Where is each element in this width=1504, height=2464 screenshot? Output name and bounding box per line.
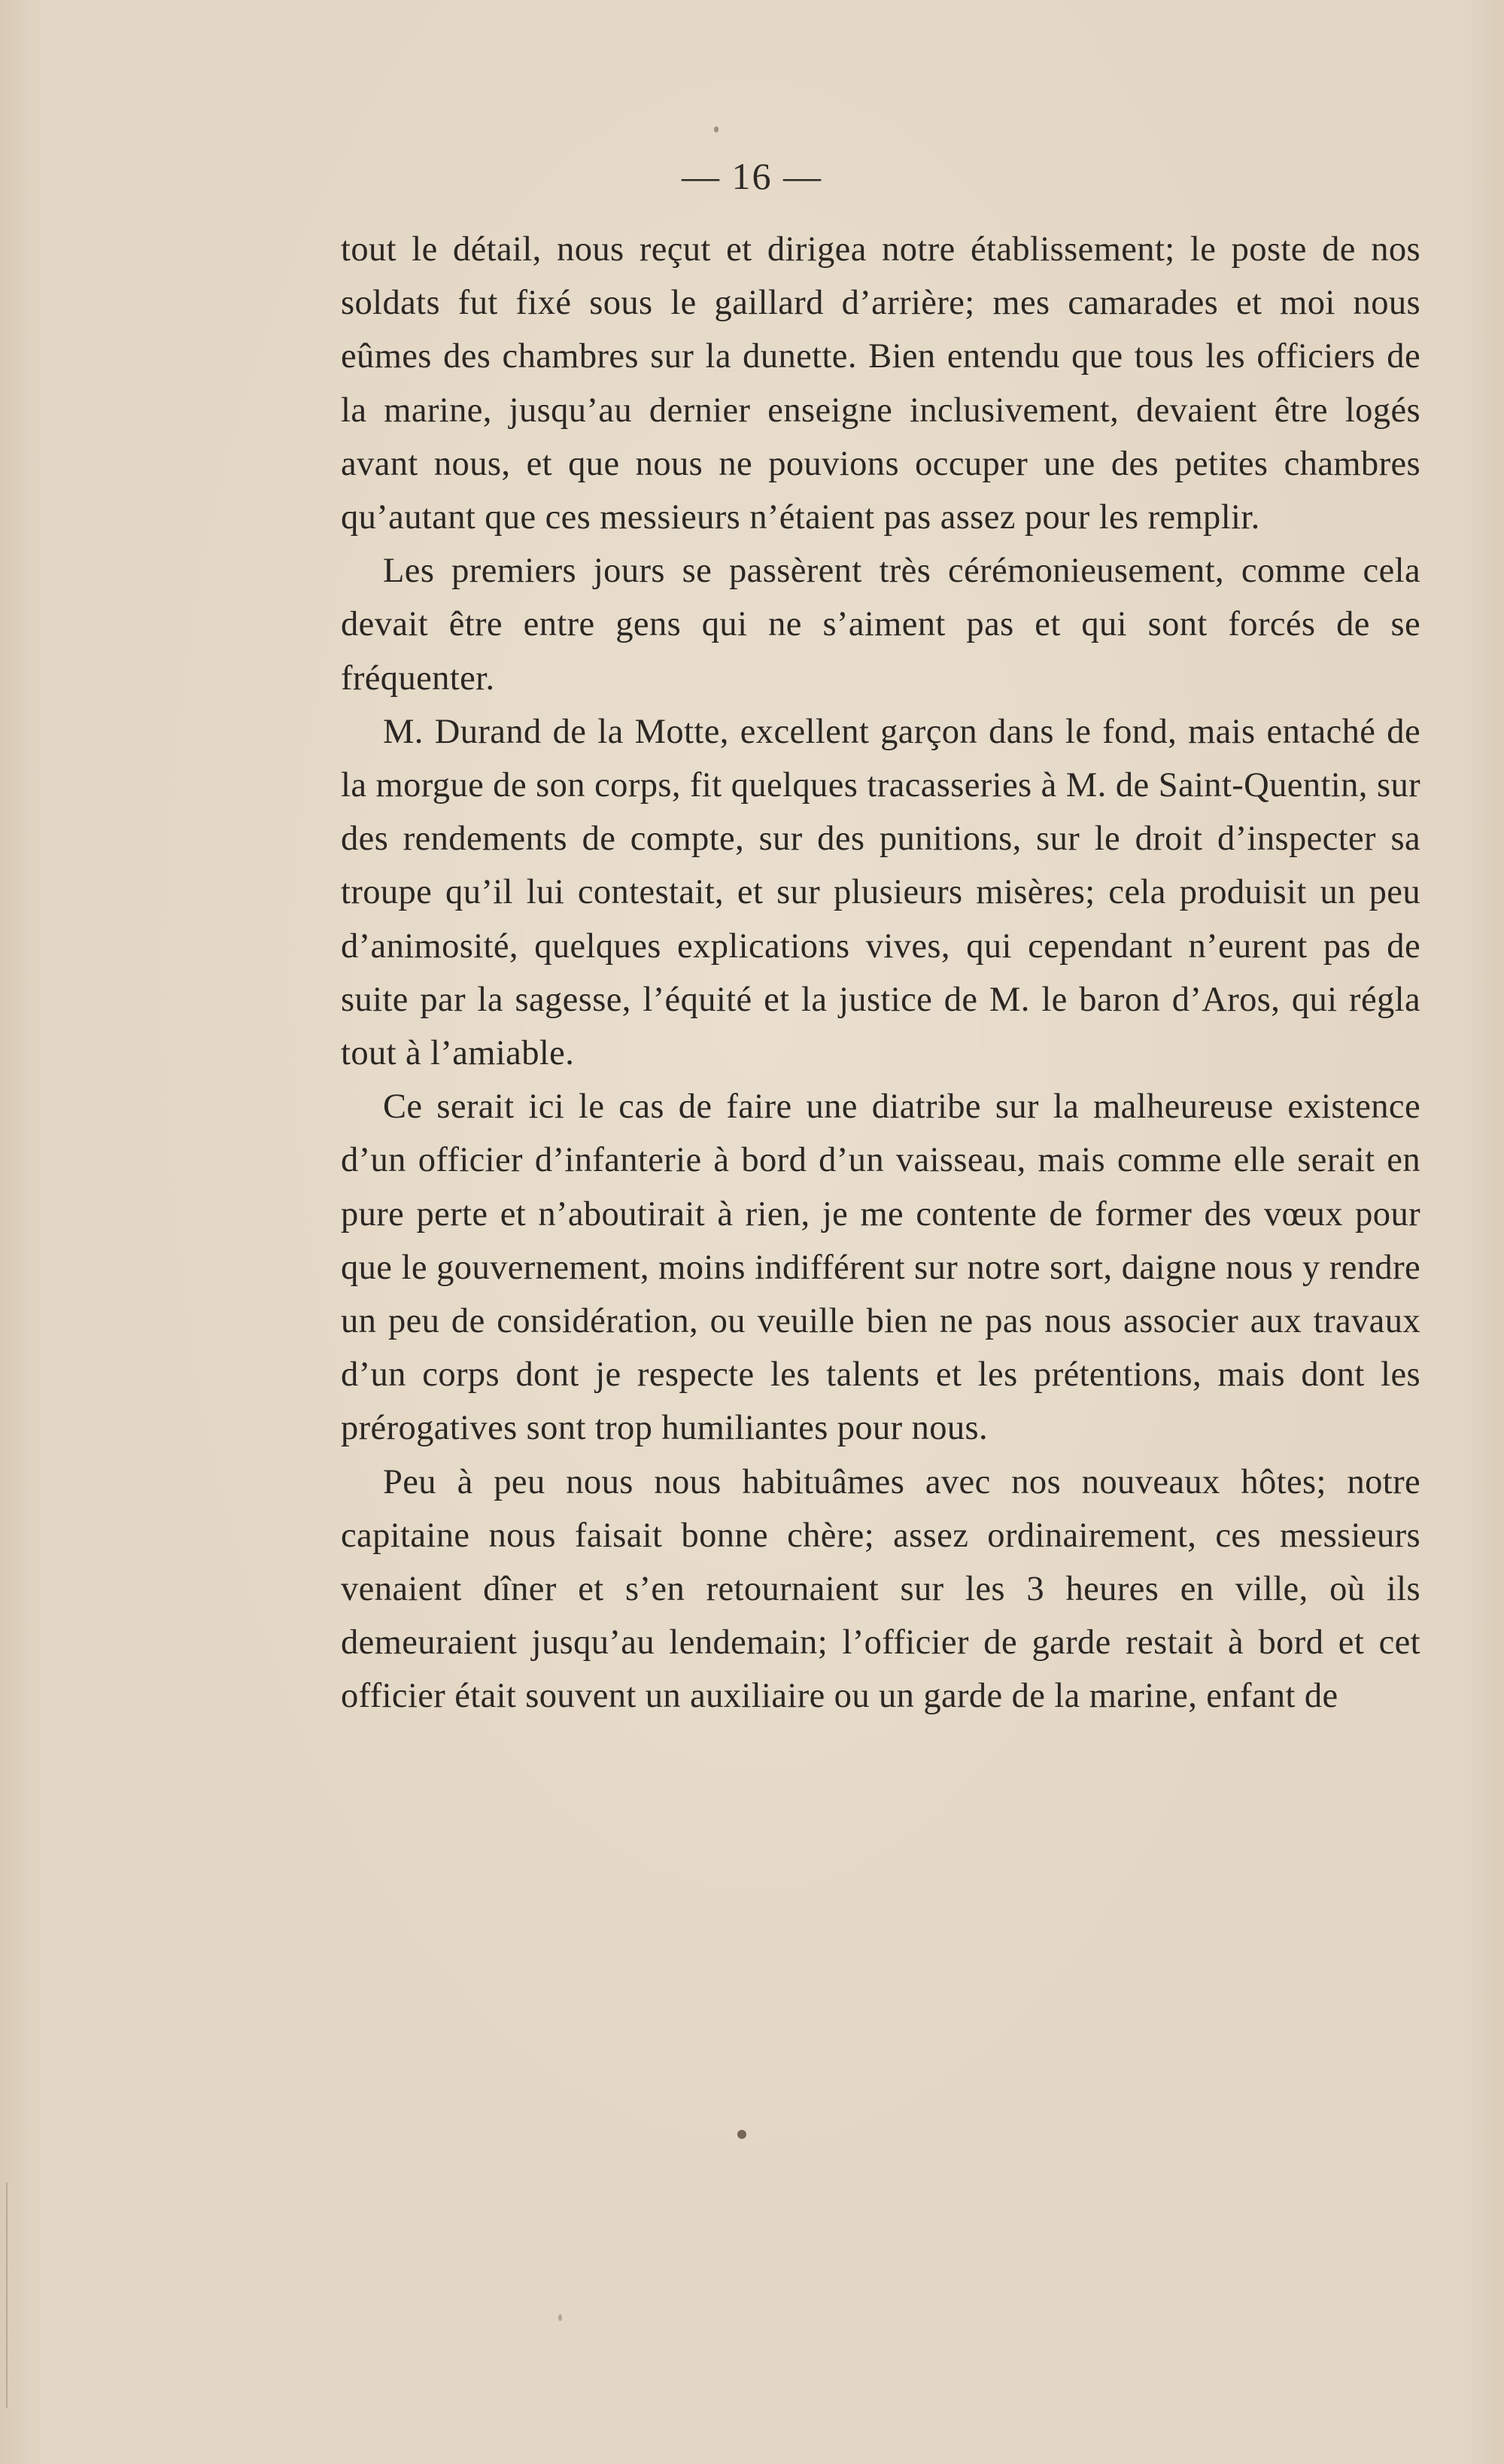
page-number: — 16 —: [682, 155, 822, 197]
print-speck-top: [714, 126, 719, 132]
paper-edge-mark: [6, 2183, 8, 2408]
paragraph-2: Les premiers jours se passèrent très cérémonieusement, comme cela devait être entre gens qui ne s’aiment pas et qui sont forcés de se fréquenter.: [341, 552, 1420, 698]
paragraph-3: M. Durand de la Motte, excellent garçon dans le fond, mais entaché de la morgue de son corps, fit quelques tracasseries à M. de Saint-Quentin, sur des rendements de compte, sur des punitions, sur le droit d’inspecter sa troupe qu’il lui contestait, et sur plusieurs misères; cela produisit un peu d’animosité, quelques explications vives, qui cependant n’eurent pas de suite par la sagesse, l’équité et la justice de M. le baron d’Aros, qui régla tout à l’amiable.: [341, 712, 1420, 1073]
body-text: [341, 223, 1420, 1723]
paragraph-4: Ce serait ici le cas de faire une diatribe sur la malheureuse existence d’un officier d’infanterie à bord d’un vaisseau, mais comme elle serait en pure perte et n’aboutirait à rien, je me contente de former des vœux pour que le gouvernement, moins indifférent sur notre sort, daigne nous y rendre un peu de considération, ou veuille bien ne pas nous associer aux travaux d’un corps dont je respecte les talents et les prétentions, mais dont les prérogatives sont trop humiliantes pour nous.: [341, 1088, 1420, 1448]
paragraph-5: Peu à peu nous nous habituâmes avec nos nouveaux hôtes; notre capitaine nous faisait bonne chère; assez ordinairement, ces messieurs venaient dîner et s’en retournaient sur les 3 heures en ville, où ils demeuraient jusqu’au lendemain; l’officier de garde restait à bord et cet officier était souvent un auxiliaire ou un garde de la marine, enfant de: [341, 1462, 1420, 1716]
print-speck-lower: [558, 2314, 562, 2321]
print-speck-bottom: [737, 2130, 746, 2139]
paragraph-1: tout le détail, nous reçut et dirigea notre établissement; le poste de nos soldats fut fixé sous le gaillard d’arrière; mes camarades et moi nous eûmes des chambres sur la dunette. Bien entendu que tous les officiers de la marine, jusqu’au dernier enseigne inclusivement, devaient être logés avant nous, et que nous ne pouvions occuper une des petites chambres qu’autant que ces messieurs n’étaient pas assez pour les remplir.: [341, 230, 1420, 537]
